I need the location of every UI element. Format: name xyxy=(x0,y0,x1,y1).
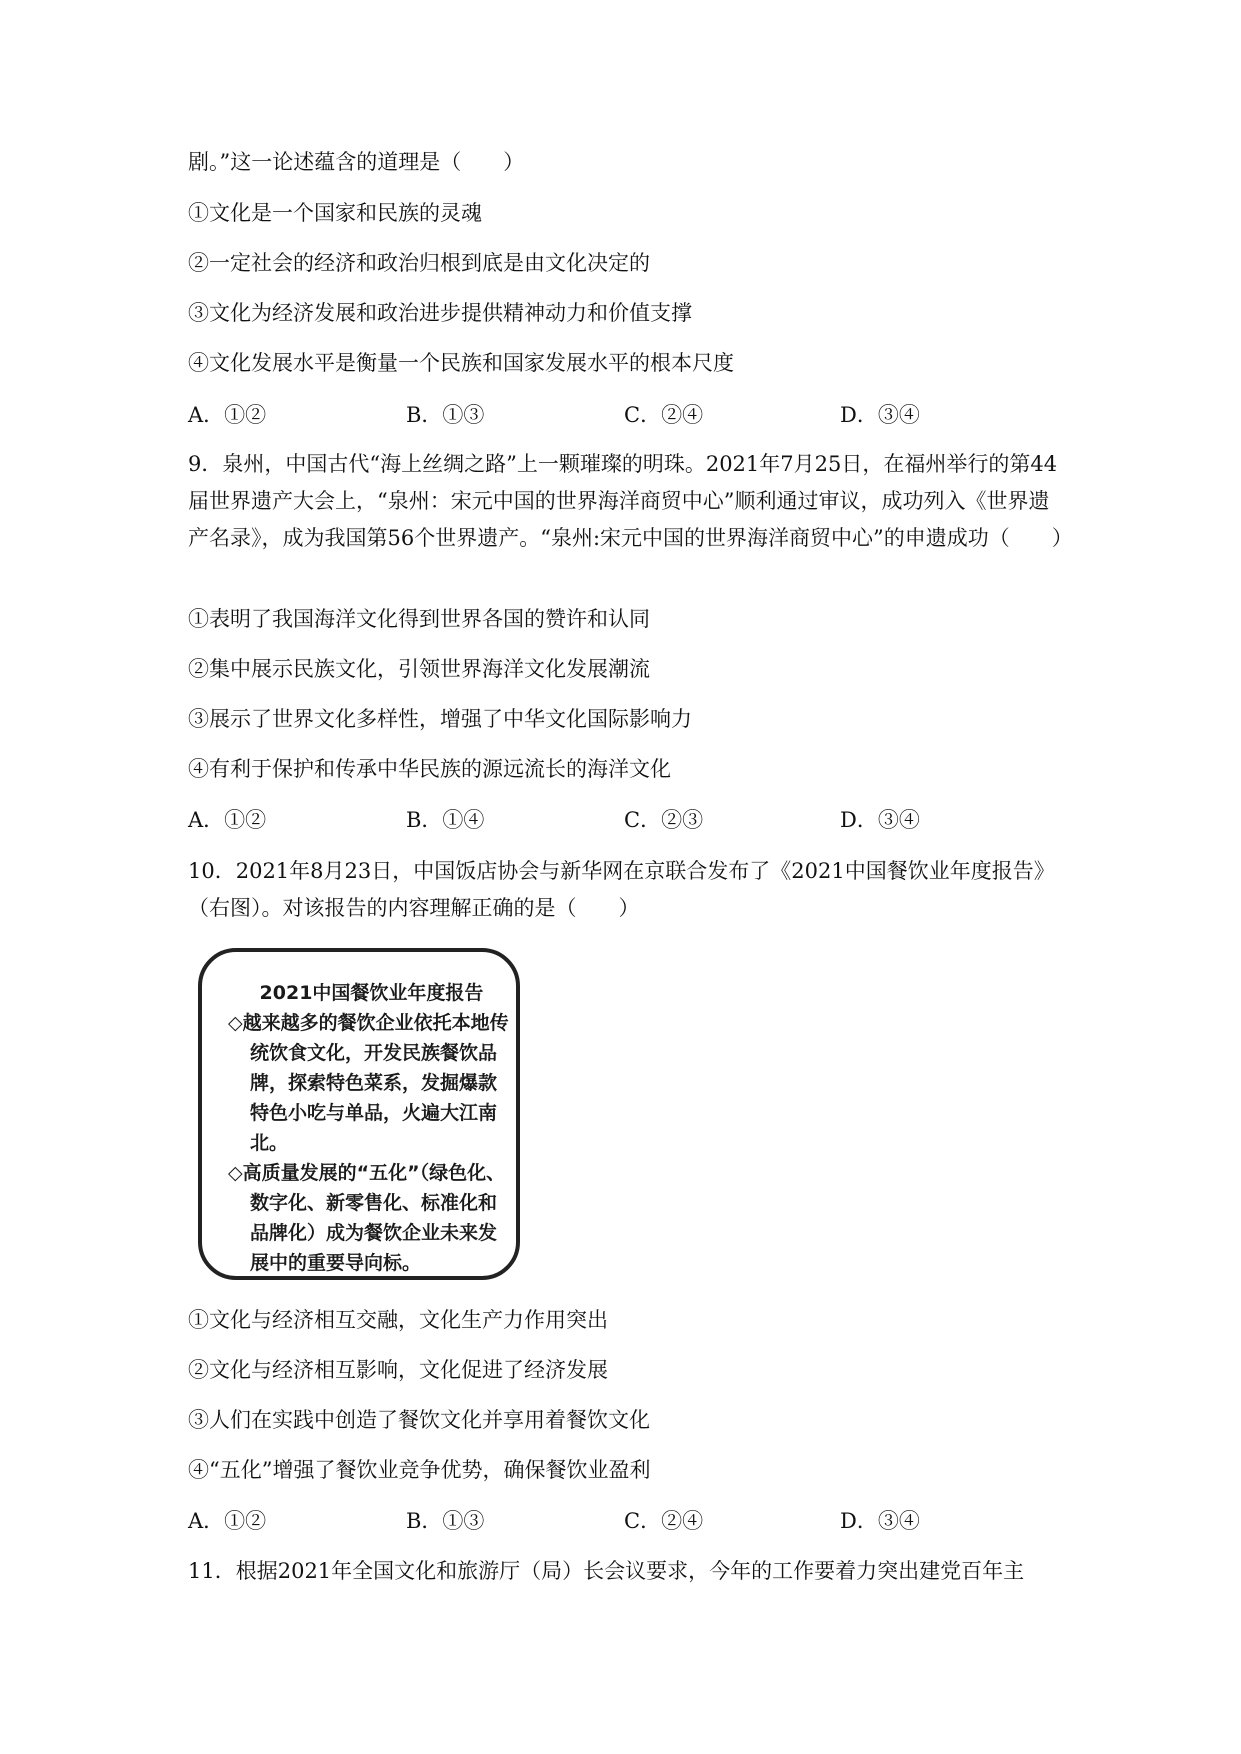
report-figure xyxy=(198,948,520,1280)
q10-option-b: B．①③ xyxy=(406,1509,485,1533)
q9-stem: 9．泉州，中国古代“海上丝绸之路”上一颗璀璨的明珠。2021年7月25日，在福州举行的第44届世界遗产大会上，“泉州：宋元中国的世界海洋商贸中心”顺利通过审议，成功列入《世界遗产名录》，成为我国第56个世界遗产。“泉州:宋元中国的世界海洋商贸中心”的申遗成功（ ） xyxy=(188,452,1073,550)
q9-statement-3: ③展示了世界文化多样性，增强了中华文化国际影响力 xyxy=(188,707,692,731)
q8-stem-tail: 剧。”这一论述蕴含的道理是（ ） xyxy=(188,150,525,174)
q10-stem: 10．2021年8月23日，中国饭店协会与新华网在京联合发布了《2021中国餐饮业年度报告》（右图）。对该报告的内容理解正确的是（ ） xyxy=(188,859,1055,920)
q10-option-c: C．②④ xyxy=(624,1509,704,1533)
q9-statement-1: ①表明了我国海洋文化得到世界各国的赞许和认同 xyxy=(188,607,650,631)
q8-option-c: C．②④ xyxy=(624,403,704,427)
q8-option-d: D．③④ xyxy=(840,403,920,427)
q9-statement-4: ④有利于保护和传承中华民族的源远流长的海洋文化 xyxy=(188,757,671,781)
q8-statement-3: ③文化为经济发展和政治进步提供精神动力和价值支撑 xyxy=(188,301,692,325)
q10-statement-2: ②文化与经济相互影响，文化促进了经济发展 xyxy=(188,1358,608,1382)
q8-statement-4: ④文化发展水平是衡量一个民族和国家发展水平的根本尺度 xyxy=(188,351,734,375)
q10-statement-4: ④“五化”增强了餐饮业竞争优势，确保餐饮业盈利 xyxy=(188,1458,651,1482)
figure-item-1: ◇越来越多的餐饮企业依托本地传统饮食文化，开发民族餐饮品牌，探索特色菜系，发掘爆款特色小吃与单品，火遍大江南北。 xyxy=(228,1012,509,1154)
q10-statement-3: ③人们在实践中创造了餐饮文化并享用着餐饮文化 xyxy=(188,1408,650,1432)
q9-statement-2: ②集中展示民族文化，引领世界海洋文化发展潮流 xyxy=(188,657,650,681)
q10-statement-1: ①文化与经济相互交融，文化生产力作用突出 xyxy=(188,1308,608,1332)
q8-statement-1: ①文化是一个国家和民族的灵魂 xyxy=(188,201,482,225)
q9-option-d: D．③④ xyxy=(840,808,920,832)
figure-item-2: ◇高质量发展的“五化”（绿色化、数字化、新零售化、标准化和品牌化）成为餐饮企业未来发展中的重要导向标。 xyxy=(228,1162,506,1274)
q10-option-a: A．①② xyxy=(188,1509,267,1533)
q8-statement-2: ②一定社会的经济和政治归根到底是由文化决定的 xyxy=(188,251,650,275)
q9-option-a: A．①② xyxy=(188,808,267,832)
q8-option-b: B．①③ xyxy=(406,403,485,427)
q9-option-b: B．①④ xyxy=(406,808,485,832)
q8-option-a: A．①② xyxy=(188,403,267,427)
figure-title: 2021中国餐饮业年度报告 xyxy=(259,982,484,1004)
q11-stem-head: 11．根据2021年全国文化和旅游厅（局）长会议要求，今年的工作要着力突出建党百年主 xyxy=(188,1559,1025,1583)
q10-option-d: D．③④ xyxy=(840,1509,920,1533)
q9-option-c: C．②③ xyxy=(624,808,704,832)
